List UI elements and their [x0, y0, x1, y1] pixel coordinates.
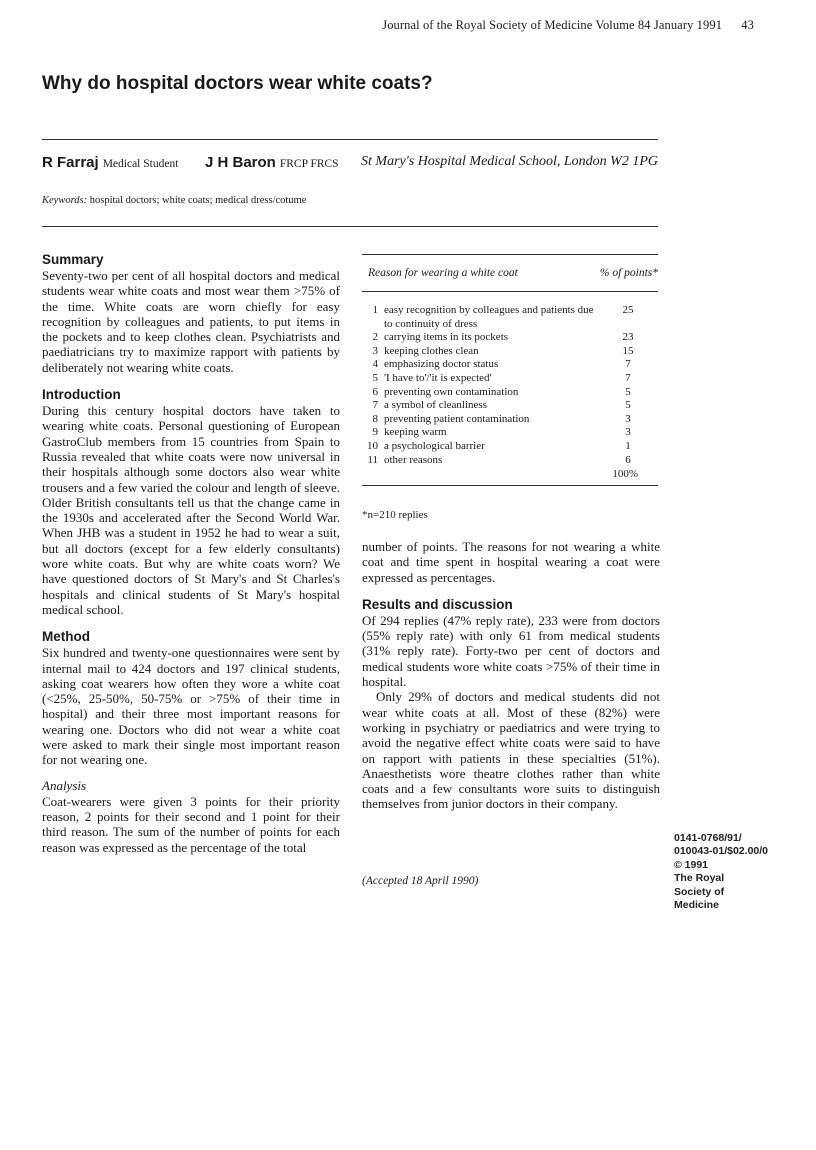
journal-volume: Volume 84 — [595, 18, 651, 32]
results-paragraph-2: Only 29% of doctors and medical students did not wear white coats at all. Most of these (82%) were working in psychiatry or paediatrics and were trying to avoid the negative effect white coats were said to have on rapport with patients in these specialties (51%). Anaesthetists wore theatre clothes rather than white coats and a few consultants wore suits to distinguish themselves from junior doctors in their company. — [362, 689, 660, 812]
table-footnote: *n=210 replies — [362, 509, 428, 521]
row-reason: preventing own contamination — [384, 385, 519, 398]
summary-heading: Summary — [42, 252, 104, 267]
table-row — [362, 345, 658, 359]
sidebar-line: © 1991 — [674, 858, 709, 871]
introduction-text: During this century hospital doctors have taken to wearing white coats. Personal questioning of European GastroClub members from 15 countries from Spain to Russia revealed that white coats were now universal in their hospitals although some doctors also wear white trousers and a few varied the colour and length of sleeve. Older British consultants tell us that the change came in the 1930s and accelerated after the Second World War. When JHB was a student in 1952 he had to wear a suit, but all doctors (except for a few elderly consultants) wore white coats. But why are white coats worn? We have questioned doctors of St Mary's and St Charles's hospitals and clinical students of St Mary's hospital medical school. — [42, 403, 340, 617]
row-value: 23 — [622, 331, 634, 344]
row-number: 8 — [372, 412, 378, 425]
table-row — [362, 413, 658, 427]
institution: St Mary's Hospital Medical School, London W2 1PG — [361, 154, 658, 169]
row-value: 3 — [625, 426, 631, 439]
table-header — [362, 255, 658, 291]
row-number: 6 — [372, 385, 378, 398]
row-value: 25 — [622, 304, 634, 316]
sidebar-line: Society of — [674, 885, 725, 898]
sidebar-line: The Royal — [674, 872, 725, 885]
table-col-reason: Reason for wearing a white coat — [368, 267, 518, 279]
row-number: 3 — [372, 344, 378, 357]
accepted-date: (Accepted 18 April 1990) — [362, 875, 479, 887]
results-heading: Results and discussion — [362, 596, 513, 612]
author-1: R Farraj Medical Student — [42, 154, 179, 171]
rule-keywords — [42, 226, 658, 227]
sidebar-line: Medicine — [674, 899, 719, 912]
row-value: 5 — [625, 399, 631, 412]
row-reason: carrying items in its pockets — [384, 331, 509, 344]
table-row — [362, 386, 658, 400]
left-column — [42, 252, 340, 855]
analysis-heading: Analysis — [42, 777, 87, 793]
table-row — [362, 399, 658, 413]
row-value: 1 — [625, 439, 631, 452]
keywords — [42, 195, 306, 206]
copyright-sidebar — [674, 832, 768, 912]
row-number: 10 — [367, 439, 378, 452]
method-text: Six hundred and twenty-one questionnaires were sent by internal mail to 424 doctors and 197 clinical students, asking coat wearers how often they wore a white coat (<25%, 25-50%, 50-75% or >75% of their time in hospital) and their three most important reasons for wearing one. Doctors who did not wear a white coat were asked to mark their single most important reason for not wearing one. — [42, 645, 340, 768]
analysis-text: Coat-wearers were given 3 points for their priority reason, 2 points for their second and 1 point for their third reason. The sum of the number of points for each reason was expressed as the percentage of the total — [42, 793, 340, 855]
table-row — [362, 331, 658, 345]
row-reason: keeping clothes clean — [384, 344, 479, 357]
table-row — [362, 304, 658, 331]
row-reason: emphasizing doctor status — [384, 358, 499, 371]
journal-date: January 1991 — [653, 18, 723, 32]
right-column — [362, 539, 660, 812]
table-row — [362, 454, 658, 468]
row-reason: a psychological barrier — [384, 439, 485, 452]
table-row — [362, 372, 658, 386]
table-rule-bottom — [362, 485, 658, 486]
row-value: 6 — [625, 453, 631, 466]
row-number: 2 — [372, 331, 378, 344]
row-reason: keeping warm — [384, 426, 447, 439]
table-row — [362, 358, 658, 372]
author-2: J H Baron FRCP FRCS — [205, 154, 339, 171]
row-value: 15 — [622, 344, 634, 357]
row-reason: easy recognition by colleagues and patients due to continuity of dress — [384, 304, 594, 330]
author-line — [42, 154, 658, 172]
sidebar-line: 010043-01/$02.00/0 — [674, 845, 769, 858]
table-row — [362, 426, 658, 440]
method-heading: Method — [42, 629, 90, 645]
keywords-text: hospital doctors; white coats; medical dress/cotume — [89, 195, 307, 206]
table-total: 100% — [612, 468, 638, 481]
table-row — [362, 440, 658, 454]
row-value: 7 — [625, 358, 631, 371]
row-number: 1 — [372, 304, 378, 316]
row-value: 7 — [625, 371, 631, 384]
row-number: 5 — [372, 371, 378, 384]
row-reason: other reasons — [384, 453, 443, 466]
row-reason: preventing patient contamination — [384, 412, 530, 425]
row-number: 11 — [367, 453, 378, 466]
sidebar-line: 0141-0768/91/ — [674, 832, 742, 844]
analysis-continued: number of points. The reasons for not wearing a white coat and time spent in hospital wearing a coat were expressed as percentages. — [362, 539, 660, 585]
rule-top — [42, 139, 658, 140]
article-title: Why do hospital doctors wear white coats? — [42, 73, 433, 94]
row-number: 7 — [372, 399, 378, 412]
running-header — [382, 18, 754, 33]
row-value: 5 — [625, 385, 631, 398]
keywords-label: Keywords: — [42, 195, 88, 206]
table-col-points: % of points* — [599, 267, 658, 279]
row-number: 9 — [372, 426, 378, 439]
table-body — [362, 304, 658, 467]
row-number: 4 — [372, 358, 378, 371]
reasons-table — [362, 254, 658, 486]
row-reason: a symbol of cleanliness — [384, 399, 487, 412]
introduction-heading: Introduction — [42, 387, 121, 403]
row-value: 3 — [625, 412, 631, 425]
page-number: 43 — [741, 18, 754, 32]
summary-text: Seventy-two per cent of all hospital doctors and medical students wear white coats and most wear them >75% of the time. White coats are worn chiefly for easy recognition by colleagues and patients, to put items in the pockets and to keep clothes clean. Psychiatrists and paediatricians try to maximize rapport with patients by deliberately not wearing white coats. — [42, 268, 340, 375]
row-reason: 'I have to'/'it is expected' — [384, 371, 492, 384]
journal-name: Journal of the Royal Society of Medicine — [382, 18, 593, 32]
results-paragraph-1: Of 294 replies (47% reply rate), 233 were from doctors (55% reply rate) with only 61 from medical students (31% reply rate). Forty-two per cent of doctors and medical students wore white coats >75% of their time in hospital. — [362, 612, 660, 690]
